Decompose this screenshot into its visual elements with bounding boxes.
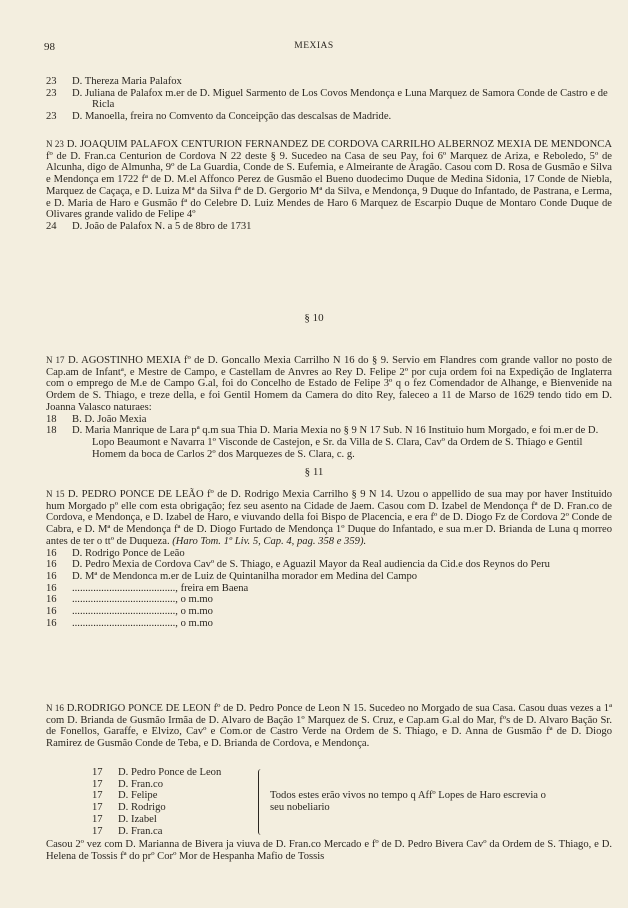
brace (258, 769, 267, 835)
list-item: 17 D. Felipe (92, 790, 158, 802)
page-header (44, 41, 584, 55)
running-title: MEXIAS (294, 41, 334, 51)
list-item: 23 D. Manoella, freira no Comvento da Conceipção das descalsas de Madride. (46, 111, 392, 123)
section-heading-11: § 11 (304, 466, 324, 478)
list-item: 17 D. Fran.ca (92, 825, 163, 837)
list-item: 16 D. Rodrigo Ponce de Leão (46, 547, 185, 559)
entry-label: N 15 (46, 489, 65, 499)
list-item: 16 ......................................., o m.mo (46, 617, 213, 629)
paragraph-text: D. JOAQUIM PALAFOX CENTURION FERNANDEZ DE CORDOVA CARRILHO ALBERNOZ MEXIA DE MENDONCA fº de D. Fran.ca Centurion de Cordova N 22 deste § 9. Sucedeo na Casa de seu Pay, foi 6º Marquez de Ariza, e Reboledo, 5º de Alcunha, digo de Almunha, 9º de La Guardia, Conde de S. Eufemia, e Almeirante de Aragão. Casou com D. Rosa de Gusmão e Silva e Mendonça em 1722 fª de D. M.el Affonco Perez de Gusmão el Bueno duodecimo Duque de Medina Sidonia, 17 Conde de Niebla, Marquez de Caçaça, e D. Luiza Mª da Silva fª de D. Gergorio Mª da Silva, e Mendonça, 9 Duque do Infantado, de Pastrana, e Lerma, e D. Maria de Haro e Gusmão fª do Celebre D. Luiz Mendes de Haro 6 Marquez de Escarpio Duque de Montaro Conde Duque de Olivares grande valido de Felipe 4º (46, 139, 613, 221)
page-number: 98 (44, 41, 55, 53)
section-heading-10: § 10 (304, 312, 324, 324)
paragraph-text: D. AGOSTINHO MEXIA fº de D. Goncallo Mexia Carrilho N 16 do § 9. Servio em Flandres com grande vallor no posto de Cap.am de Infantª, e Mestre de Campo, e Castellam de Anvres ao Rey D. Felipe 2º por cuja ordem foi na Expedição de Inglaterra com o emprego de M.e de Campo G.al, foi do Concelho de Estado de Felipe 3º q o fez Comendador de Alhange, e Bienvenide na Ordem de S. Thiago, e treze della, e foi Gentil Homem da Camera do dito Rey, faleceo a 11 de Marso de 1629 tendo tido em D. Joanna Valasco naturaes: (46, 355, 613, 413)
list-item: 16 ......................................., o m.mo (46, 594, 213, 606)
list-item: 17 D. Rodrigo (92, 802, 166, 814)
children-list-n16 (92, 767, 221, 837)
list-item: 17 D. Pedro Ponce de Leon (92, 767, 222, 778)
paragraph-n17 (46, 355, 612, 460)
paragraph-text: Casou 2º vez com D. Marianna de Bivera ja viuva de D. Fran.co Mercado e fº de D. Pedro Bivera Cavº da Ordem de S. Thiago, e D. Helena de Tossis fª do prº Corº Mor de Hespanha Mafio de Tossis (46, 839, 612, 862)
list-item: 16 ......................................., o m.mo (46, 606, 213, 618)
list-item: 18 D. Maria Manrique de Lara pª q.m sua Thia D. Maria Mexia no § 9 N 17 Sub. N 16 Instituio hum Morgado, e foi m.er de D. Lopo Beaumont e Navarra 1º Visconde de Castejon, e Sr. da Villa de S. Clara, Cavº da Ordem de S. Thiago e Gentil Homem da boca de Carlos 2º dos Marquezes de S. Clara, c. g. (46, 425, 599, 460)
list-item: 16 ......................................., freira em Baena (46, 582, 249, 594)
list-item: 18 B. D. João Mexia (46, 413, 147, 425)
paragraph-n16-closing (46, 839, 612, 862)
entry-label: N 23 (46, 139, 64, 149)
list-item: 23 D. Juliana de Palafox m.er de D. Miguel Sarmento de Los Covos Mendonça e Luna Marquez de Samora Conde de Castro e de Ricla (46, 87, 608, 111)
paragraph-n23 (46, 139, 612, 233)
brace-note: Todos estes erão vivos no tempo q Affº Lopes de Haro escrevia o seu nobeliario (270, 790, 546, 813)
entry-label: N 16 (46, 703, 64, 713)
list-item: 16 D. Pedro Mexia de Cordova Cavº de S. Thiago, e Aguazil Mayor da Real audiencia da Cid.e dos Reynos do Peru (46, 559, 550, 571)
list-item: 17 D. Fran.co (92, 778, 164, 790)
paragraph-n16 (46, 703, 612, 750)
list-item: 24 D. João de Palafox N. a 5 de 8bro de 1731 (46, 220, 252, 232)
paragraph-text: D. PEDRO PONCE DE LEÃO fº de D. Rodrigo Mexia Carrilho § 9 N 14. Uzou o appellido de sua may por haver Instituido hum Morgado pº elle com esta obrigação; fez seu asento na Cidade de Jaem. Casou com D. Izabel de Mendonça fª de D. Fran.co de Cordova, e Mendonça, e D. Izabel de Haro, e viuvando della foi Bispo de Placencia, e era fº de D. Diogo Fz de Cordova 2º Conde de Cabra, e D. Mª de Mendonça fª de D. Diogo Furtado de Mendonça 1º Duque do Infantado, e sua m.er D. Brianda de Luna q morreo antes de ter o ttº de Duqueza. (46, 489, 613, 547)
list-item: 16 D. Mª de Mendonca m.er de Luiz de Quintanilha morador em Medina del Campo (46, 570, 418, 582)
list-item: 23 D. Thereza Maria Palafox (46, 76, 182, 87)
list-item: 17 D. Izabel (92, 813, 157, 825)
paragraph-n15 (46, 489, 612, 629)
entries-block-23 (46, 76, 612, 123)
paragraph-text: D.RODRIGO PONCE DE LEON fº de D. Pedro Ponce de Leon N 15. Sucedeo no Morgado de sua Casa. Casou duas vezes a 1ª com D. Brianda de Gusmão Irmãa de D. Alvaro de Bação 1º Marquez de S. Cruz, e Cap.am G.al do Mar, fºs de D. Alvaro Bação Sr. de Fonellos, Garaffe, e Elvizo, Cavº e Com.or de Castro Verde na Ordem de S. Thiago, e D. Anna de Gusmão fª de D. Diogo Ramirez de Gusmão Conde de Teba, e D. Brianda de Cordova, e Mendonça. (46, 703, 613, 750)
entry-label: N 17 (46, 355, 65, 365)
citation: (Haro Tom. 1º Liv. 5, Cap. 4, pag. 358 e 359). (172, 535, 367, 547)
